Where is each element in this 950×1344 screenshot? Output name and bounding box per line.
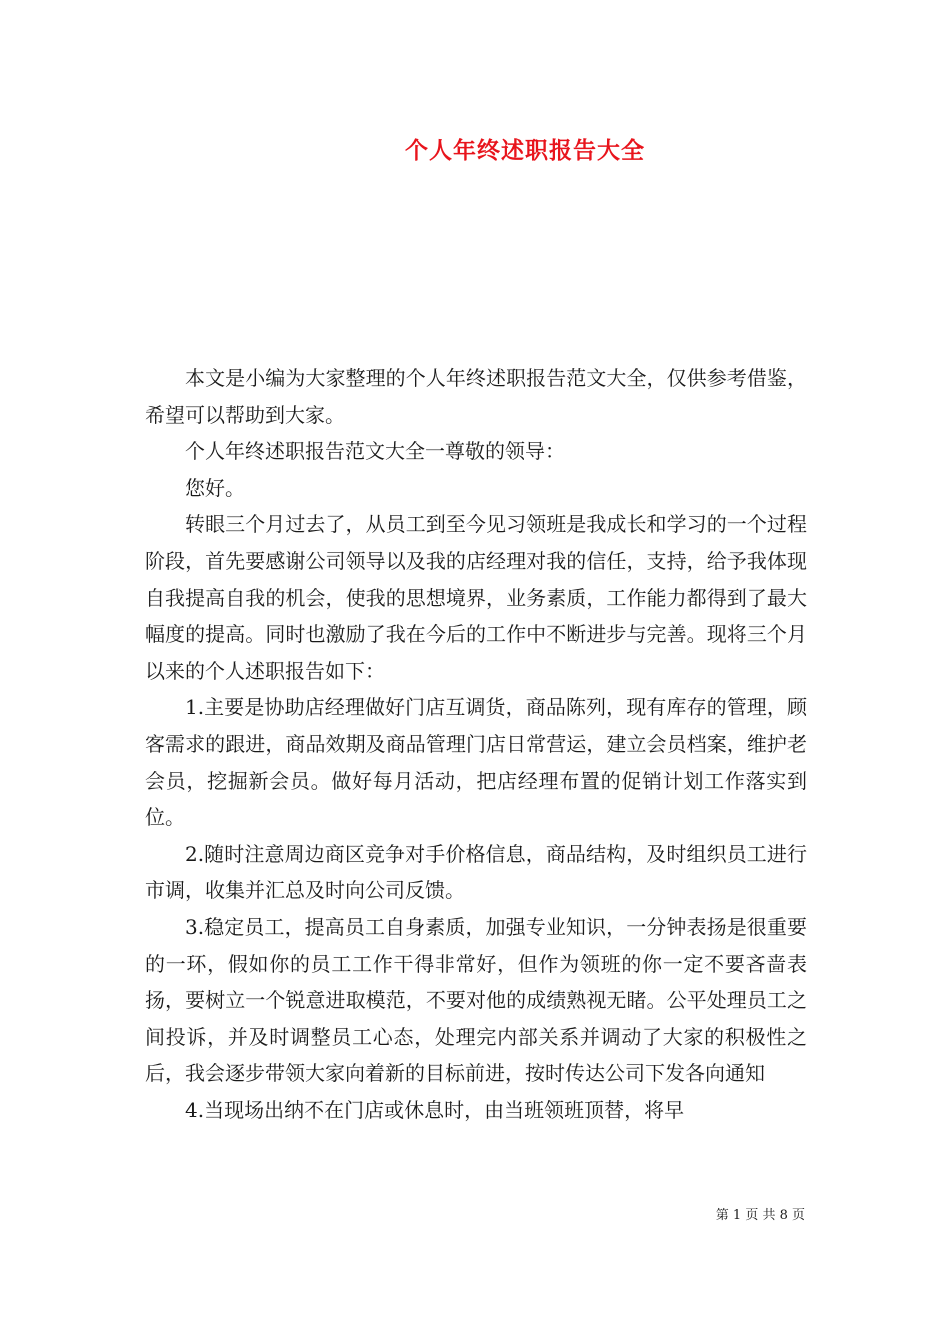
paragraph-item-3: 3.稳定员工，提高员工自身素质，加强专业知识，一分钟表扬是很重要的一环，假如你的员工工作干得非常好，但作为领班的你一定不要吝啬表扬，要树立一个锐意进取模范，不要对他的成绩熟视无睹。公平处理员工之间投诉，并及时调整员工心态，处理完内部关系并调动了大家的积极性之后，我会逐步带领大家向着新的目标前进，按时传达公司下发各向通知 (145, 914, 807, 1086)
paragraph-overview: 转眼三个月过去了，从员工到至今见习领班是我成长和学习的一个过程阶段，首先要感谢公司领导以及我的店经理对我的信任，支持，给予我体现自我提高自我的机会，使我的思想境界，业务素质，工作能力都得到了最大幅度的提高。同时也激励了我在今后的工作中不断进步与完善。现将三个月以来的个人述职报告如下： (145, 512, 807, 683)
paragraph-item-4: 4.当现场出纳不在门店或休息时，由当班领班顶替，将早 (185, 1097, 685, 1122)
document-title: 个人年终述职报告大全 (405, 137, 645, 164)
paragraph-item-1: 1.主要是协助店经理做好门店互调货，商品陈列，现有库存的管理，顾客需求的跟进，商品效期及商品管理门店日常营运，建立会员档案，维护老会员，挖掘新会员。做好每月活动，把店经理布置的促销计划工作落实到位。 (145, 695, 807, 830)
paragraph-salutation: 个人年终述职报告范文大全一尊敬的领导： (185, 439, 565, 464)
document-body (145, 360, 807, 1128)
paragraph-intro: 本文是小编为大家整理的个人年终述职报告范文大全，仅供参考借鉴，希望可以帮助到大家。 (145, 366, 807, 427)
paragraph-greeting: 您好。 (185, 475, 245, 500)
page-number-footer: 第 1 页 共 8 页 (715, 1208, 805, 1223)
paragraph-item-2: 2.随时注意周边商区竞争对手价格信息，商品结构，及时组织员工进行市调，收集并汇总及时向公司反馈。 (145, 841, 807, 903)
